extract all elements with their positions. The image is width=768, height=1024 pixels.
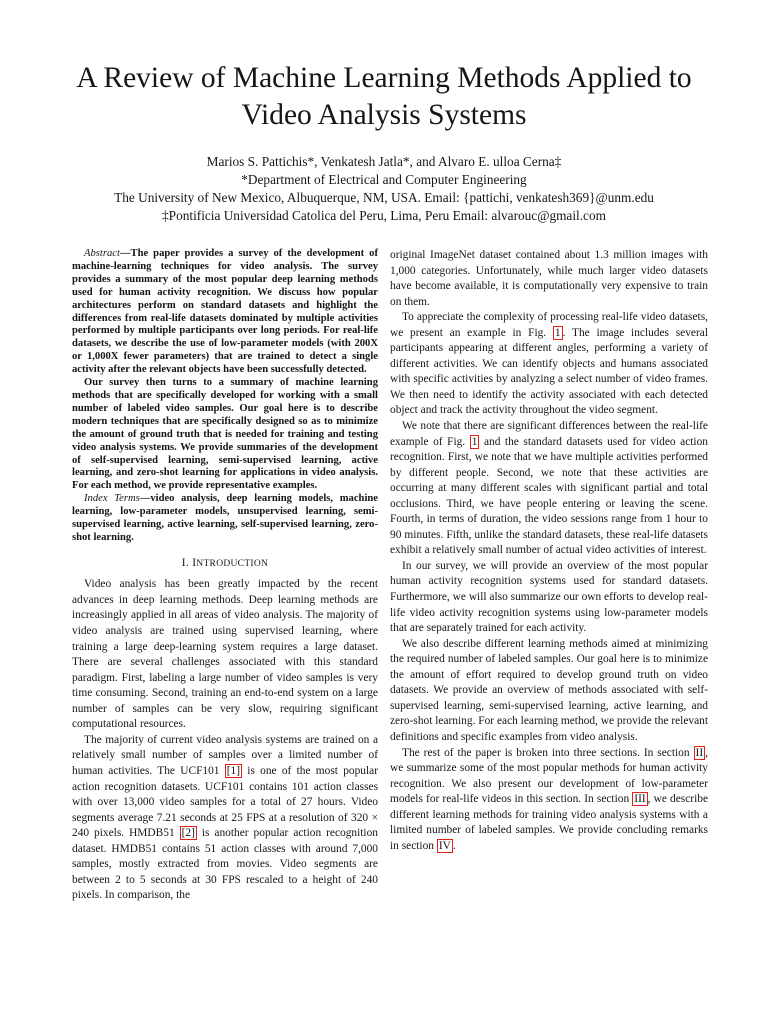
- intro-text-2b: is one of the most popular action recognition datasets. UCF101 contains 101 action classes with over 13,000 video samples for a total of 27 hours. Video segments average 7.21 seconds at 25 FPS at a resolution of 320 × 240 pixels. HMDB51: [72, 764, 378, 840]
- author-block: [20, 153, 748, 225]
- right-paragraph-1: original ImageNet dataset contained about 1.3 million images with 1,000 categories. Unfortunately, while much larger video datasets have become available, it is computationally very expensive to train on them.: [390, 249, 708, 308]
- affiliation-1: *Department of Electrical and Computer Engineering: [241, 172, 527, 187]
- abstract: [72, 248, 378, 545]
- abstract-text-1: —The paper provides a survey of the development of machine-learning techniques for video analysis. The survey provides a summary of the most popular deep learning methods used for human activity recognition. We discuss how popular architectures perform on standard datasets and highlight the differences from real-life datasets dominated by multiple activities performed by multiple participants over long periods. For real-life datasets, we describe the use of low-parameter models (with 200X or 1,000X fewer parameters) that are trained to detect a single activity after the relevant objects have been successfully detected.: [72, 248, 378, 376]
- citation-link-1[interactable]: [1]: [226, 764, 241, 777]
- right-text-6a: The rest of the paper is broken into three sections. In section: [402, 746, 694, 759]
- index-terms-label: Index Terms: [84, 493, 140, 505]
- index-terms-text: —video analysis, deep learning models, machine learning, low-parameter models, unsupervised learning, semi-supervised learning, active learning, self-supervised learning, zero-shot learning.: [72, 493, 378, 543]
- abstract-paragraph-2: Our survey then turns to a summary of machine learning methods that are specifically developed for working with a small number of labeled video samples. Our goal here is to describe modern techniques that are specifically designed so as to minimize the amount of ground truth that is needed for training and testing video analysis systems. We provide summaries of the development of self-supervised learning, semi-supervised learning, active learning, and zero-shot learning for applications in video analysis. For each method, we provide representative examples.: [72, 377, 378, 492]
- right-paragraph-6: [390, 746, 708, 855]
- right-text-3b: and the standard datasets used for video action recognition. First, we note that we have multiple activities performed by different people. Second, we note that these activities are occurring at many different scales with significant partial and total occlusions. Third, we have people entering or leaving the scene. Fourth, in terms of duration, the video sessions range from 1 hour to 90 minutes. Fifth, unlike the standard datasets, these real-life datasets exhibit a relatively small number of actual video activities of interest.: [390, 435, 708, 557]
- figure-link-1[interactable]: 1: [554, 326, 561, 339]
- right-paragraph-3: [390, 419, 708, 559]
- right-paragraph-2: [390, 310, 708, 419]
- right-text-3a: We note that there are significant differences between the real-life example of Fig.: [390, 420, 708, 448]
- right-text-6d: .: [452, 839, 456, 852]
- section-link-4[interactable]: IV: [438, 839, 451, 852]
- intro-paragraph-1: Video analysis has been greatly impacted by the recent advances in deep learning methods. Deep learning methods are increasingly applied in all areas of video analysis. The majority of video analysis are trained using supervised learning, where training a large deep-learning system requires a large dataset. There are several challenges associated with this standard paradigm. First, labeling a large number of video samples is very time consuming. Second, training an end-to-end system on a large number of samples can be very slow, requiring significant computational resources.: [72, 578, 378, 731]
- intro-paragraph-2: [72, 733, 378, 904]
- index-terms: [72, 493, 378, 545]
- paper-title: [20, 60, 748, 134]
- section-heading-introduction: [72, 556, 378, 573]
- section-title-rest: NTRODUCTION: [196, 558, 269, 569]
- right-text-2a: To appreciate the complexity of processing real-life video datasets, we present an example in Fig.: [390, 311, 708, 339]
- citation-link-2[interactable]: [2]: [181, 827, 195, 840]
- intro-text-2a: The majority of current video analysis systems are trained on a relatively small number of samples over a limited number of human activities. The UCF101: [72, 733, 378, 777]
- figure-link-2[interactable]: 1: [471, 435, 478, 448]
- intro-text-2c: is another popular action recognition dataset. HMDB51 contains 51 action classes with around 7,000 samples, mostly extracted from movies. Video segments are between 2 to 5 seconds at 30 FPS rescaled to a height of 240 pixels. In comparison, the: [72, 827, 378, 902]
- title-line-2: Video Analysis Systems: [241, 99, 527, 131]
- right-paragraph-5: We also describe different learning methods aimed at minimizing the required number of labeled samples. Our goal here is to minimize the amount of effort required to develop ground truth on video datasets. We provide an overview of methods associated with self-supervised learning, semi-supervised learning, active learning, and zero-shot learning. For each learning method, we provide the relevant definitions and specific examples from video analysis.: [390, 637, 708, 743]
- abstract-label: Abstract: [84, 248, 120, 259]
- section-link-3[interactable]: III: [634, 793, 646, 806]
- right-text-2b: . The image includes several participants appearing at different angles, performing a variety of different activities. We can identify objects and humans associated with specific activities by analyzing a select number of video frames. We then need to identify the activity associated with each detected object and track the activity throughout the video segment.: [390, 326, 708, 417]
- abstract-paragraph-1: [72, 248, 378, 377]
- section-number: I.: [181, 556, 190, 569]
- section-link-2[interactable]: II: [695, 746, 704, 759]
- affiliation-2: The University of New Mexico, Albuquerque, NM, USA. Email: {pattichi, venkatesh369}@unm.edu: [114, 190, 654, 205]
- section-title-initial: I: [192, 556, 197, 569]
- right-column: [390, 248, 708, 854]
- author-names: Marios S. Pattichis*, Venkatesh Jatla*, and Alvaro E. ulloa Cerna‡: [206, 154, 562, 169]
- right-text-6b: , we summarize some of the most popular methods for human activity recognition. We also present our development of low-parameter models for real-life videos in this section. In section: [390, 746, 708, 806]
- right-paragraph-4: In our survey, we will provide an overview of the most popular human activity recognition systems used for standard datasets. Furthermore, we will also summarize our own efforts to develop real-life video activity recognition systems using low-parameter models that are separately trained for each activity.: [390, 559, 708, 635]
- title-line-1: A Review of Machine Learning Methods Applied to: [76, 62, 692, 94]
- left-column: [72, 248, 378, 904]
- affiliation-3: ‡Pontificia Universidad Catolica del Peru, Lima, Peru Email: alvarouc@gmail.com: [162, 208, 606, 223]
- right-text-6c: , we describe different learning methods for training video analysis systems with a limited number of labeled samples. We provide concluding remarks in section: [390, 793, 708, 852]
